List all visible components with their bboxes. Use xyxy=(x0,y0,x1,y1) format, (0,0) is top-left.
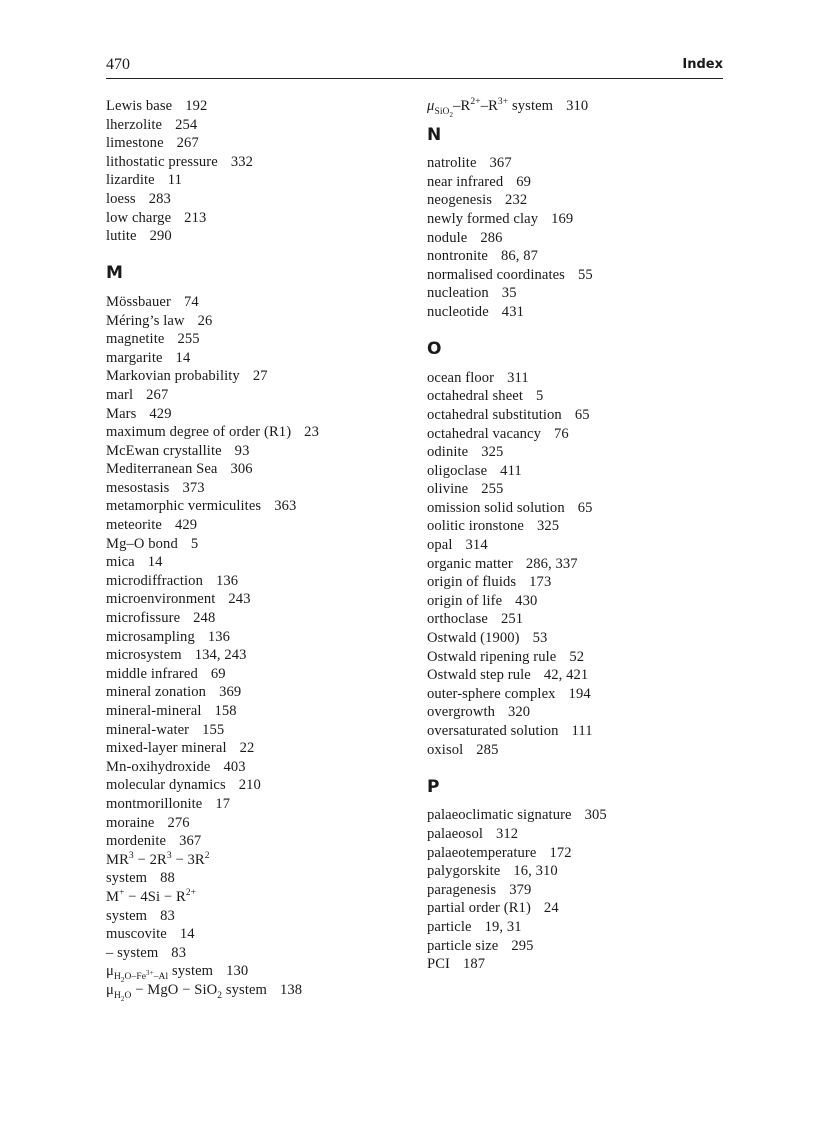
index-pages: 248 xyxy=(193,610,216,627)
index-entry xyxy=(106,665,406,684)
index-pages: 430 xyxy=(515,592,538,609)
index-pages: 136 xyxy=(215,572,239,589)
index-term: particle xyxy=(427,918,472,935)
index-entry xyxy=(106,814,406,833)
index-entry xyxy=(106,209,406,228)
index-entry xyxy=(427,741,727,760)
index-pages: 192 xyxy=(185,98,208,114)
index-entry-m-plus-system: system 83 xyxy=(106,907,175,924)
running-head: Index xyxy=(682,57,723,72)
index-pages: 379 xyxy=(509,881,532,898)
index-pages: 24 xyxy=(543,900,559,917)
index-entry xyxy=(106,832,406,851)
section-letter-p: P xyxy=(427,776,440,797)
index-pages: 267 xyxy=(146,386,169,403)
index-pages: 210 xyxy=(238,777,261,794)
index-term: natrolite xyxy=(427,155,477,172)
index-column-left xyxy=(106,97,406,1003)
index-entry xyxy=(427,536,727,555)
index-entry xyxy=(427,555,727,574)
section-letter-m: M xyxy=(106,263,123,284)
index-pages: 332 xyxy=(230,153,254,170)
index-entry xyxy=(427,284,727,303)
index-term: oligoclase xyxy=(427,462,488,479)
index-term: nontronite xyxy=(427,248,488,265)
index-entry xyxy=(106,116,406,135)
index-term: margarite xyxy=(106,349,163,366)
index-pages: 14 xyxy=(175,349,191,366)
index-pages: 53 xyxy=(532,630,548,647)
index-pages: 306 xyxy=(230,461,253,478)
index-pages: 134, 243 xyxy=(194,647,247,664)
section-letter-o: O xyxy=(427,339,442,360)
index-pages: 86, 87 xyxy=(501,248,539,265)
index-pages: 187 xyxy=(463,956,486,973)
index-term: maximum degree of order (R1) xyxy=(106,424,292,441)
index-entry xyxy=(427,648,727,667)
index-entry xyxy=(427,425,727,444)
index-term: organic matter xyxy=(427,555,513,572)
index-term: Mediterranean Sea xyxy=(106,461,218,478)
index-entry xyxy=(106,497,406,516)
index-entry xyxy=(427,610,727,629)
index-pages: 232 xyxy=(505,192,528,209)
index-term: meteorite xyxy=(106,517,163,534)
index-pages: 173 xyxy=(529,574,552,591)
index-entry xyxy=(106,367,406,386)
index-pages: 267 xyxy=(176,135,199,152)
index-entry-muscovite: muscovite 14 xyxy=(106,926,195,943)
section-gap xyxy=(106,283,406,293)
index-pages: 5 xyxy=(190,535,199,552)
index-term: McEwan crystallite xyxy=(106,442,222,459)
index-pages: 27 xyxy=(252,368,268,385)
index-term: origin of fluids xyxy=(427,574,517,591)
index-entry-mr3: $MR^3 - 2R^3 - 3R^2$ xyxy=(106,850,210,868)
page-number: 470 xyxy=(106,56,130,73)
index-pages: 325 xyxy=(536,518,560,535)
index-entry-mr3-system: system 88 xyxy=(106,870,175,887)
section-gap xyxy=(427,359,727,369)
index-entry xyxy=(427,918,727,937)
index-term: Ostwald ripening rule xyxy=(427,648,557,665)
index-entry xyxy=(106,460,406,479)
index-term: metamorphic vermiculites xyxy=(106,498,262,515)
index-pages: 254 xyxy=(175,116,198,133)
index-term: PCI xyxy=(427,956,451,973)
section-gap xyxy=(427,759,727,778)
index-entry xyxy=(427,369,727,388)
index-entry xyxy=(427,573,727,592)
section-gap xyxy=(427,796,727,806)
index-pages: 76 xyxy=(554,425,569,442)
index-term: overgrowth xyxy=(427,704,496,721)
index-entry xyxy=(427,443,727,462)
index-pages: 311 xyxy=(507,369,529,386)
index-column-right xyxy=(427,97,727,974)
index-term: Mars xyxy=(106,405,137,422)
index-pages: 35 xyxy=(501,285,517,302)
index-pages: 65 xyxy=(577,499,593,516)
index-pages: 305 xyxy=(584,807,607,824)
index-entry xyxy=(106,479,406,498)
section-gap xyxy=(427,144,727,154)
index-pages: 367 xyxy=(489,155,512,172)
index-term: paragenesis xyxy=(427,881,497,898)
index-term: low charge xyxy=(106,209,172,226)
index-entry xyxy=(427,229,727,248)
index-entry xyxy=(427,881,727,900)
index-pages: 403 xyxy=(223,758,246,775)
index-pages: 325 xyxy=(481,444,504,461)
index-term: mesostasis xyxy=(106,479,170,496)
index-term: microsystem xyxy=(106,647,182,664)
index-entry xyxy=(427,173,727,192)
index-term: ocean floor xyxy=(427,369,495,386)
index-entry xyxy=(427,154,727,173)
index-pages: 373 xyxy=(182,479,205,496)
index-pages: 312 xyxy=(496,825,519,842)
index-pages: 19, 31 xyxy=(484,918,522,935)
index-term: loess xyxy=(106,190,136,207)
index-pages: 290 xyxy=(149,228,172,245)
index-entry xyxy=(427,703,727,722)
index-entry xyxy=(106,553,406,572)
p-entries xyxy=(427,806,727,973)
index-entry xyxy=(427,685,727,704)
index-term: Méring’s law xyxy=(106,312,185,329)
index-entry xyxy=(427,480,727,499)
index-pages: 26 xyxy=(197,312,213,329)
index-term: newly formed clay xyxy=(427,210,539,227)
index-entry xyxy=(106,312,406,331)
index-term: Lewis base xyxy=(106,98,173,114)
index-pages: 286, 337 xyxy=(525,555,578,572)
index-pages: 22 xyxy=(239,740,255,757)
index-subentry-muscovite-system: – system 83 xyxy=(106,944,187,961)
index-entry xyxy=(427,517,727,536)
index-term: Ostwald (1900) xyxy=(427,630,520,647)
index-term: microenvironment xyxy=(106,591,216,608)
index-entry xyxy=(427,844,727,863)
index-entry xyxy=(427,499,727,518)
n-entries xyxy=(427,154,727,321)
index-entry xyxy=(106,572,406,591)
index-term: neogenesis xyxy=(427,192,493,209)
index-entry-mu-h2o-fe-al: $\mu_{H_2O-Fe^{3+}-Al}$ system 130 xyxy=(106,963,249,985)
index-pages: 276 xyxy=(167,814,190,831)
index-term: middle infrared xyxy=(106,665,198,682)
l-entries xyxy=(106,97,406,246)
index-pages: 314 xyxy=(465,537,488,554)
index-term: Markovian probability xyxy=(106,368,240,385)
index-pages: 243 xyxy=(228,591,251,608)
index-pages: 255 xyxy=(177,331,200,348)
index-pages: 69 xyxy=(210,665,226,682)
index-entry-mu-sio2: $\mu_{SiO_2}-R^{2+}-R^{3+}$ system 310 xyxy=(427,97,589,119)
index-entry xyxy=(427,303,727,322)
index-pages: 363 xyxy=(274,498,297,515)
index-term: octahedral substitution xyxy=(427,406,562,423)
index-entry xyxy=(427,806,727,825)
index-term: montmorillonite xyxy=(106,795,203,812)
index-term: orthoclase xyxy=(427,611,488,628)
index-term: microdiffraction xyxy=(106,572,203,589)
index-pages: 42, 421 xyxy=(543,667,589,684)
index-term: magnetite xyxy=(106,331,165,348)
section-gap xyxy=(427,322,727,341)
index-pages: 155 xyxy=(202,721,225,738)
index-entry xyxy=(106,683,406,702)
index-term: oversaturated solution xyxy=(427,723,559,739)
index-entry xyxy=(106,423,406,442)
index-term: origin of life xyxy=(427,592,503,609)
index-term: palaeotemperature xyxy=(427,844,537,861)
index-term: lithostatic pressure xyxy=(106,153,218,170)
index-entry xyxy=(106,590,406,609)
index-entry xyxy=(427,462,727,481)
index-entry xyxy=(427,955,727,974)
index-pages: 172 xyxy=(549,844,572,861)
index-term: microfissure xyxy=(106,610,181,627)
index-entry xyxy=(427,666,727,685)
index-pages: 17 xyxy=(215,795,231,812)
index-entry xyxy=(106,97,406,116)
index-pages: 55 xyxy=(577,266,593,283)
index-pages: 5 xyxy=(536,388,544,405)
index-term: near infrared xyxy=(427,173,504,190)
index-pages: 93 xyxy=(234,442,250,459)
index-term: molecular dynamics xyxy=(106,777,226,794)
index-term: nucleotide xyxy=(427,303,489,320)
page-header xyxy=(106,56,723,79)
index-pages: 169 xyxy=(551,210,574,227)
index-entry xyxy=(106,628,406,647)
index-pages: 295 xyxy=(511,937,534,954)
index-pages: 213 xyxy=(184,209,207,226)
index-term: outer-sphere complex xyxy=(427,685,556,702)
index-term: particle size xyxy=(427,937,499,954)
index-term: microsampling xyxy=(106,628,195,645)
index-pages: 429 xyxy=(175,517,198,534)
index-entry xyxy=(427,862,727,881)
index-term: nucleation xyxy=(427,285,489,302)
index-entry xyxy=(106,646,406,665)
index-pages: 320 xyxy=(508,704,531,721)
index-term: lizardite xyxy=(106,172,155,189)
index-term: mineral zonation xyxy=(106,684,207,701)
index-entry xyxy=(427,937,727,956)
index-pages: 16, 310 xyxy=(513,863,558,880)
index-term: mineral-water xyxy=(106,721,190,738)
index-pages: 23 xyxy=(304,424,319,441)
index-term: oolitic ironstone xyxy=(427,518,524,535)
index-term: oxisol xyxy=(427,741,464,758)
index-pages: 194 xyxy=(568,685,591,702)
index-entry xyxy=(106,190,406,209)
index-term: omission solid solution xyxy=(427,499,565,516)
index-entry xyxy=(106,516,406,535)
index-pages: 285 xyxy=(476,741,499,758)
index-pages: 52 xyxy=(569,648,585,665)
index-term: mordenite xyxy=(106,833,167,850)
index-entry xyxy=(106,702,406,721)
index-entry xyxy=(106,405,406,424)
index-entry xyxy=(427,722,727,741)
section-gap xyxy=(427,116,727,126)
m-entries xyxy=(106,293,406,851)
index-entry xyxy=(106,535,406,554)
index-term: Mn-oxihydroxide xyxy=(106,758,211,775)
index-entry xyxy=(106,171,406,190)
index-entry xyxy=(427,191,727,210)
index-pages: 65 xyxy=(574,406,590,423)
index-pages: 11 xyxy=(167,172,182,189)
index-entry xyxy=(106,442,406,461)
index-pages: 69 xyxy=(516,173,532,190)
index-pages: 158 xyxy=(214,703,237,719)
index-entry xyxy=(427,899,727,918)
index-term: palaeosol xyxy=(427,825,484,842)
index-entry-mu-h2o-mgo-sio2: $\mu_{H_2O}$ − MgO − SiO$_2$ system 138 xyxy=(106,981,303,1003)
index-term: opal xyxy=(427,537,453,554)
index-term: Mössbauer xyxy=(106,293,171,310)
index-term: octahedral sheet xyxy=(427,388,524,405)
index-term: moraine xyxy=(106,814,155,831)
index-pages: 14 xyxy=(147,554,163,571)
index-term: mineral-mineral xyxy=(106,703,202,719)
index-term: partial order (R1) xyxy=(427,900,531,917)
index-entry xyxy=(427,825,727,844)
index-entry xyxy=(106,776,406,795)
index-pages: 429 xyxy=(149,405,172,422)
index-term: nodule xyxy=(427,229,468,246)
index-entry xyxy=(106,227,406,246)
index-entry xyxy=(106,349,406,368)
index-entry xyxy=(106,330,406,349)
o-entries xyxy=(427,369,727,759)
index-pages: 251 xyxy=(500,611,524,628)
index-term: odinite xyxy=(427,444,469,461)
index-entry-m-plus: $M^+ - 4Si - R^{2+}$ xyxy=(106,888,197,905)
index-term: normalised coordinates xyxy=(427,266,565,283)
index-term: palygorskite xyxy=(427,863,501,880)
index-pages: 136 xyxy=(207,628,231,645)
index-pages: 74 xyxy=(183,293,199,310)
index-entry xyxy=(106,758,406,777)
index-term: octahedral vacancy xyxy=(427,425,542,442)
index-entry xyxy=(106,293,406,312)
index-pages: 369 xyxy=(219,684,242,701)
index-entry xyxy=(427,387,727,406)
index-term: mica xyxy=(106,554,135,571)
index-pages: 283 xyxy=(148,190,171,207)
index-entry xyxy=(106,386,406,405)
index-pages: 286 xyxy=(480,229,503,246)
index-entry xyxy=(427,247,727,266)
index-term: olivine xyxy=(427,481,469,498)
index-pages: 411 xyxy=(500,462,522,479)
index-term: mixed-layer mineral xyxy=(106,740,227,757)
index-term: lutite xyxy=(106,228,137,245)
index-pages: 367 xyxy=(179,833,202,850)
section-gap xyxy=(106,246,406,265)
index-entry xyxy=(106,721,406,740)
index-term: palaeoclimatic signature xyxy=(427,807,572,824)
index-entry xyxy=(427,406,727,425)
index-entry xyxy=(427,592,727,611)
index-entry xyxy=(427,629,727,648)
index-term: lherzolite xyxy=(106,116,163,133)
index-term: Mg–O bond xyxy=(106,535,178,552)
index-term: limestone xyxy=(106,135,164,152)
index-term: marl xyxy=(106,386,134,403)
index-entry xyxy=(106,134,406,153)
index-entry xyxy=(427,266,727,285)
index-pages: 431 xyxy=(501,303,524,320)
section-letter-n: N xyxy=(427,124,442,145)
index-entry xyxy=(106,609,406,628)
index-term: Ostwald step rule xyxy=(427,667,531,684)
index-entry xyxy=(106,739,406,758)
index-pages: 255 xyxy=(481,481,504,498)
index-entry xyxy=(106,153,406,172)
index-entry xyxy=(106,795,406,814)
index-entry xyxy=(427,210,727,229)
index-pages: 111 xyxy=(571,723,593,739)
